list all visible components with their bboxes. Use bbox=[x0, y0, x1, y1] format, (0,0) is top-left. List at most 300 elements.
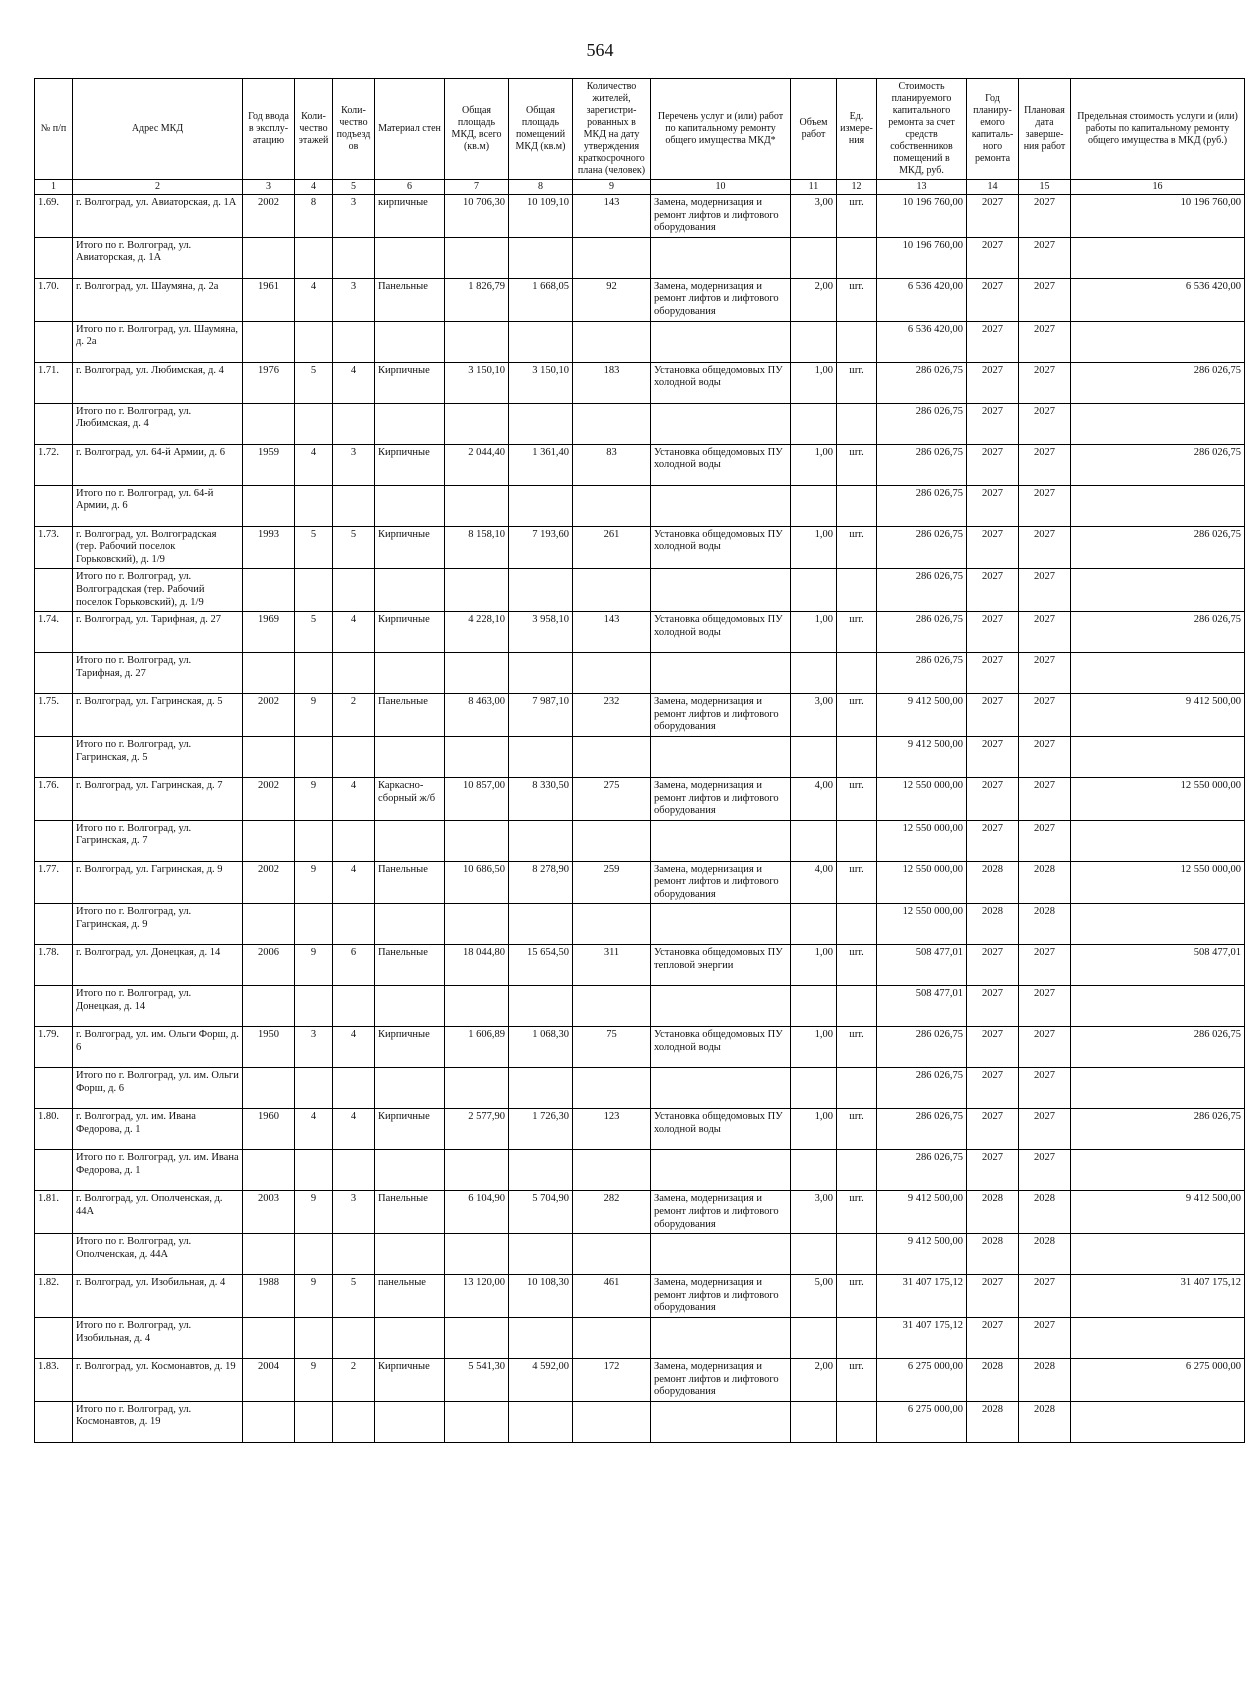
table-cell bbox=[333, 1401, 375, 1442]
table-cell bbox=[791, 1068, 837, 1109]
table-cell bbox=[333, 485, 375, 526]
table-cell: г. Волгоград, ул. Донецкая, д. 14 bbox=[73, 945, 243, 986]
table-cell: 2027 bbox=[1019, 278, 1071, 321]
column-header: Объем работ bbox=[791, 79, 837, 180]
table-cell bbox=[35, 986, 73, 1027]
table-cell bbox=[651, 1401, 791, 1442]
table-cell: 1969 bbox=[243, 612, 295, 653]
table-cell: Замена, модернизация и ремонт лифтов и лифтового оборудования bbox=[651, 694, 791, 737]
table-cell: 1,00 bbox=[791, 444, 837, 485]
table-cell: 2027 bbox=[1019, 195, 1071, 238]
table-cell bbox=[333, 904, 375, 945]
table-cell: 2027 bbox=[1019, 526, 1071, 569]
table-cell: 2027 bbox=[1019, 1318, 1071, 1359]
table-cell: г. Волгоград, ул. Любимская, д. 4 bbox=[73, 362, 243, 403]
subtotal-row bbox=[35, 1318, 1245, 1359]
column-header: Перечень услуг и (или) работ по капитальному ремонту общего имущества МКД* bbox=[651, 79, 791, 180]
table-cell: 2027 bbox=[967, 945, 1019, 986]
table-cell: 8 278,90 bbox=[509, 861, 573, 904]
table-cell: 6 536 420,00 bbox=[1071, 278, 1245, 321]
table-cell bbox=[333, 736, 375, 777]
table-cell bbox=[243, 1234, 295, 1275]
column-header: Предельная стоимость услуги и (или) работы по капитальному ремонту общего имущества в МКД (руб.) bbox=[1071, 79, 1245, 180]
table-cell: Итого по г. Волгоград, ул. Волгоградская (тер. Рабочий поселок Горьковский), д. 1/9 bbox=[73, 569, 243, 612]
table-cell: 1.83. bbox=[35, 1359, 73, 1402]
table-cell bbox=[243, 986, 295, 1027]
table-cell: 2027 bbox=[1019, 237, 1071, 278]
table-cell: 9 bbox=[295, 945, 333, 986]
table-cell bbox=[837, 1401, 877, 1442]
table-cell bbox=[375, 485, 445, 526]
table-cell: 1.75. bbox=[35, 694, 73, 737]
table-cell bbox=[1071, 569, 1245, 612]
table-row bbox=[35, 1275, 1245, 1318]
table-cell: Итого по г. Волгоград, ул. 64-й Армии, д. 6 bbox=[73, 485, 243, 526]
table-cell bbox=[1071, 736, 1245, 777]
table-cell: 5 bbox=[295, 612, 333, 653]
table-cell bbox=[791, 820, 837, 861]
table-cell: шт. bbox=[837, 945, 877, 986]
table-cell bbox=[651, 1318, 791, 1359]
table-cell: Итого по г. Волгоград, ул. Ополченская, д. 44А bbox=[73, 1234, 243, 1275]
table-cell bbox=[35, 820, 73, 861]
table-row bbox=[35, 777, 1245, 820]
table-cell: 9 412 500,00 bbox=[877, 694, 967, 737]
column-number: 3 bbox=[243, 180, 295, 195]
table-cell: 286 026,75 bbox=[877, 569, 967, 612]
table-cell: шт. bbox=[837, 612, 877, 653]
table-cell: 1.73. bbox=[35, 526, 73, 569]
table-cell: 2003 bbox=[243, 1191, 295, 1234]
table-cell: Панельные bbox=[375, 861, 445, 904]
subtotal-row bbox=[35, 485, 1245, 526]
table-row bbox=[35, 694, 1245, 737]
column-header: Коли-чество подъездов bbox=[333, 79, 375, 180]
table-cell: Установка общедомовых ПУ холодной воды bbox=[651, 612, 791, 653]
column-header: Материал стен bbox=[375, 79, 445, 180]
table-cell: 4 bbox=[333, 861, 375, 904]
table-cell bbox=[295, 736, 333, 777]
table-cell bbox=[445, 237, 509, 278]
table-cell: Кирпичные bbox=[375, 612, 445, 653]
table-cell: г. Волгоград, ул. Космонавтов, д. 19 bbox=[73, 1359, 243, 1402]
table-cell bbox=[791, 1401, 837, 1442]
table-cell: г. Волгоград, ул. Гагринская, д. 7 bbox=[73, 777, 243, 820]
table-cell: 2028 bbox=[1019, 1401, 1071, 1442]
table-cell: 9 bbox=[295, 1359, 333, 1402]
table-cell: 286 026,75 bbox=[1071, 1109, 1245, 1150]
table-cell bbox=[333, 1150, 375, 1191]
table-cell bbox=[375, 1234, 445, 1275]
table-cell: 286 026,75 bbox=[877, 653, 967, 694]
table-cell bbox=[837, 904, 877, 945]
table-cell: 9 412 500,00 bbox=[1071, 1191, 1245, 1234]
table-cell bbox=[837, 1068, 877, 1109]
table-cell: шт. bbox=[837, 1027, 877, 1068]
table-cell: 2 044,40 bbox=[445, 444, 509, 485]
table-cell bbox=[35, 736, 73, 777]
table-cell: 75 bbox=[573, 1027, 651, 1068]
table-cell: 4,00 bbox=[791, 777, 837, 820]
column-number: 11 bbox=[791, 180, 837, 195]
table-cell: Итого по г. Волгоград, ул. Донецкая, д. 14 bbox=[73, 986, 243, 1027]
table-cell bbox=[333, 653, 375, 694]
table-cell: панельные bbox=[375, 1275, 445, 1318]
table-cell: 2028 bbox=[967, 1359, 1019, 1402]
table-cell bbox=[333, 321, 375, 362]
table-cell bbox=[837, 403, 877, 444]
table-cell: 12 550 000,00 bbox=[1071, 777, 1245, 820]
table-cell: 461 bbox=[573, 1275, 651, 1318]
table-cell: 2 bbox=[333, 1359, 375, 1402]
table-cell bbox=[651, 485, 791, 526]
table-cell bbox=[651, 1150, 791, 1191]
table-cell: 2027 bbox=[1019, 694, 1071, 737]
table-cell: 4 bbox=[333, 1109, 375, 1150]
table-cell bbox=[573, 820, 651, 861]
table-cell bbox=[35, 403, 73, 444]
table-cell: Итого по г. Волгоград, ул. Гагринская, д. 9 bbox=[73, 904, 243, 945]
table-cell: 1993 bbox=[243, 526, 295, 569]
column-number: 12 bbox=[837, 180, 877, 195]
table-cell: 8 bbox=[295, 195, 333, 238]
table-cell: 1950 bbox=[243, 1027, 295, 1068]
table-cell bbox=[295, 485, 333, 526]
table-cell bbox=[1071, 1401, 1245, 1442]
table-cell: 1,00 bbox=[791, 945, 837, 986]
table-row bbox=[35, 1027, 1245, 1068]
table-cell bbox=[375, 1150, 445, 1191]
table-cell: 12 550 000,00 bbox=[877, 861, 967, 904]
table-cell bbox=[35, 1150, 73, 1191]
table-cell: 9 412 500,00 bbox=[877, 1191, 967, 1234]
table-cell bbox=[295, 237, 333, 278]
column-number-row bbox=[35, 180, 1245, 195]
table-cell: г. Волгоград, ул. Шаумяна, д. 2а bbox=[73, 278, 243, 321]
table-cell: 10 108,30 bbox=[509, 1275, 573, 1318]
table-cell: 2027 bbox=[967, 195, 1019, 238]
table-cell bbox=[35, 1318, 73, 1359]
table-cell: Панельные bbox=[375, 278, 445, 321]
table-cell: 1,00 bbox=[791, 362, 837, 403]
table-cell bbox=[35, 653, 73, 694]
column-header: № п/п bbox=[35, 79, 73, 180]
table-cell: 2027 bbox=[967, 237, 1019, 278]
table-cell: 9 bbox=[295, 861, 333, 904]
column-header: Год ввода в эксплу-атацию bbox=[243, 79, 295, 180]
column-number: 15 bbox=[1019, 180, 1071, 195]
table-cell: 2028 bbox=[967, 904, 1019, 945]
table-cell bbox=[509, 653, 573, 694]
table-cell: Итого по г. Волгоград, ул. им. Ольги Форш, д. 6 bbox=[73, 1068, 243, 1109]
table-cell: 261 bbox=[573, 526, 651, 569]
table-cell: 12 550 000,00 bbox=[877, 777, 967, 820]
table-cell: 8 330,50 bbox=[509, 777, 573, 820]
table-cell: 2027 bbox=[967, 1150, 1019, 1191]
table-cell: 4 bbox=[333, 777, 375, 820]
table-cell bbox=[445, 321, 509, 362]
table-cell: 286 026,75 bbox=[1071, 362, 1245, 403]
table-cell: 2027 bbox=[967, 694, 1019, 737]
table-cell bbox=[295, 820, 333, 861]
table-cell: 2028 bbox=[967, 1234, 1019, 1275]
table-cell bbox=[791, 653, 837, 694]
table-cell bbox=[651, 1234, 791, 1275]
table-cell: 1.81. bbox=[35, 1191, 73, 1234]
table-cell bbox=[445, 569, 509, 612]
table-cell bbox=[837, 569, 877, 612]
table-row bbox=[35, 444, 1245, 485]
table-cell: шт. bbox=[837, 861, 877, 904]
table-row bbox=[35, 526, 1245, 569]
table-cell bbox=[837, 237, 877, 278]
table-cell bbox=[333, 403, 375, 444]
table-cell: 2027 bbox=[1019, 485, 1071, 526]
column-number: 1 bbox=[35, 180, 73, 195]
table-cell bbox=[651, 820, 791, 861]
table-cell bbox=[333, 569, 375, 612]
table-cell: 6 536 420,00 bbox=[877, 278, 967, 321]
table-cell: 31 407 175,12 bbox=[1071, 1275, 1245, 1318]
table-cell bbox=[243, 485, 295, 526]
table-cell: 282 bbox=[573, 1191, 651, 1234]
table-cell bbox=[651, 237, 791, 278]
table-cell: 5 bbox=[333, 526, 375, 569]
table-cell: 1.77. bbox=[35, 861, 73, 904]
table-cell bbox=[333, 237, 375, 278]
table-cell: шт. bbox=[837, 1275, 877, 1318]
table-row bbox=[35, 1359, 1245, 1402]
table-cell bbox=[651, 403, 791, 444]
table-cell bbox=[1071, 904, 1245, 945]
table-cell bbox=[35, 1068, 73, 1109]
table-cell: 10 686,50 bbox=[445, 861, 509, 904]
table-cell: 2027 bbox=[1019, 820, 1071, 861]
table-cell: 2004 bbox=[243, 1359, 295, 1402]
table-cell: 1.70. bbox=[35, 278, 73, 321]
table-cell bbox=[837, 321, 877, 362]
subtotal-row bbox=[35, 820, 1245, 861]
table-cell: 1.76. bbox=[35, 777, 73, 820]
table-cell: Кирпичные bbox=[375, 362, 445, 403]
table-cell bbox=[573, 986, 651, 1027]
column-number: 4 bbox=[295, 180, 333, 195]
table-cell: 1.74. bbox=[35, 612, 73, 653]
table-cell bbox=[375, 569, 445, 612]
table-cell: 1.79. bbox=[35, 1027, 73, 1068]
table-cell: Итого по г. Волгоград, ул. Любимская, д. 4 bbox=[73, 403, 243, 444]
table-cell: 9 412 500,00 bbox=[877, 1234, 967, 1275]
table-cell: 2027 bbox=[1019, 612, 1071, 653]
table-cell bbox=[243, 1401, 295, 1442]
table-cell bbox=[375, 237, 445, 278]
table-cell bbox=[509, 1234, 573, 1275]
table-cell: 2027 bbox=[1019, 569, 1071, 612]
table-cell: 286 026,75 bbox=[877, 403, 967, 444]
table-cell: г. Волгоград, ул. Ополченская, д. 44А bbox=[73, 1191, 243, 1234]
table-cell: 259 bbox=[573, 861, 651, 904]
table-cell bbox=[509, 403, 573, 444]
table-cell bbox=[573, 237, 651, 278]
table-cell bbox=[295, 986, 333, 1027]
table-cell bbox=[573, 1318, 651, 1359]
table-cell bbox=[509, 1318, 573, 1359]
table-cell bbox=[445, 1234, 509, 1275]
table-cell: Каркасно-сборный ж/б bbox=[375, 777, 445, 820]
table-cell: 286 026,75 bbox=[1071, 1027, 1245, 1068]
table-cell: Установка общедомовых ПУ холодной воды bbox=[651, 1027, 791, 1068]
table-cell: 2,00 bbox=[791, 1359, 837, 1402]
table-cell bbox=[509, 321, 573, 362]
table-cell: Итого по г. Волгоград, ул. Изобильная, д. 4 bbox=[73, 1318, 243, 1359]
table-row bbox=[35, 1109, 1245, 1150]
table-cell: 3 150,10 bbox=[509, 362, 573, 403]
table-cell: 3 bbox=[295, 1027, 333, 1068]
table-cell: 1988 bbox=[243, 1275, 295, 1318]
table-cell: 3 bbox=[333, 1191, 375, 1234]
subtotal-row bbox=[35, 321, 1245, 362]
table-cell: 143 bbox=[573, 195, 651, 238]
table-cell: 1.78. bbox=[35, 945, 73, 986]
table-cell: 5 541,30 bbox=[445, 1359, 509, 1402]
table-cell: 12 550 000,00 bbox=[877, 904, 967, 945]
table-cell: 1959 bbox=[243, 444, 295, 485]
table-body bbox=[35, 195, 1245, 1443]
table-cell: Замена, модернизация и ремонт лифтов и лифтового оборудования bbox=[651, 278, 791, 321]
table-cell bbox=[295, 1401, 333, 1442]
table-cell bbox=[445, 904, 509, 945]
table-cell bbox=[651, 321, 791, 362]
table-cell: кирпичные bbox=[375, 195, 445, 238]
table-cell bbox=[375, 1401, 445, 1442]
column-number: 13 bbox=[877, 180, 967, 195]
table-cell bbox=[837, 1150, 877, 1191]
table-cell bbox=[791, 403, 837, 444]
table-cell bbox=[243, 1068, 295, 1109]
table-cell: 2027 bbox=[967, 1318, 1019, 1359]
table-cell bbox=[375, 653, 445, 694]
table-cell bbox=[445, 653, 509, 694]
table-cell bbox=[791, 569, 837, 612]
table-cell: 2027 bbox=[1019, 1027, 1071, 1068]
table-cell bbox=[791, 1150, 837, 1191]
table-cell: 286 026,75 bbox=[877, 362, 967, 403]
table-cell: 123 bbox=[573, 1109, 651, 1150]
table-cell: Итого по г. Волгоград, ул. Космонавтов, д. 19 bbox=[73, 1401, 243, 1442]
table-row bbox=[35, 362, 1245, 403]
table-cell bbox=[1071, 1150, 1245, 1191]
table-cell bbox=[509, 986, 573, 1027]
table-cell bbox=[445, 1401, 509, 1442]
table-cell bbox=[791, 1234, 837, 1275]
table-cell bbox=[333, 1234, 375, 1275]
table-cell: 8 158,10 bbox=[445, 526, 509, 569]
table-cell: 2027 bbox=[1019, 1068, 1071, 1109]
table-header-row bbox=[35, 79, 1245, 180]
table-cell bbox=[243, 653, 295, 694]
table-cell bbox=[1071, 820, 1245, 861]
table-cell bbox=[837, 736, 877, 777]
table-cell: 3,00 bbox=[791, 1191, 837, 1234]
table-cell: 9 bbox=[295, 1275, 333, 1318]
table-cell bbox=[243, 904, 295, 945]
subtotal-row bbox=[35, 569, 1245, 612]
table-cell: 2027 bbox=[967, 526, 1019, 569]
table-cell: 232 bbox=[573, 694, 651, 737]
table-cell: Кирпичные bbox=[375, 526, 445, 569]
table-cell: шт. bbox=[837, 362, 877, 403]
subtotal-row bbox=[35, 736, 1245, 777]
table-cell bbox=[837, 1318, 877, 1359]
table-cell: 4 bbox=[333, 1027, 375, 1068]
table-cell bbox=[295, 653, 333, 694]
table-cell: Установка общедомовых ПУ холодной воды bbox=[651, 362, 791, 403]
table-cell: Итого по г. Волгоград, ул. Гагринская, д. 5 bbox=[73, 736, 243, 777]
table-cell bbox=[375, 986, 445, 1027]
table-cell: 2027 bbox=[967, 569, 1019, 612]
table-cell bbox=[243, 736, 295, 777]
table-cell: 172 bbox=[573, 1359, 651, 1402]
table-cell: Установка общедомовых ПУ холодной воды bbox=[651, 1109, 791, 1150]
table-cell: 6 bbox=[333, 945, 375, 986]
table-cell: 286 026,75 bbox=[1071, 612, 1245, 653]
table-cell: г. Волгоград, ул. Гагринская, д. 5 bbox=[73, 694, 243, 737]
table-cell bbox=[837, 1234, 877, 1275]
page-number: 564 bbox=[586, 40, 614, 60]
table-cell: шт. bbox=[837, 694, 877, 737]
table-cell: Замена, модернизация и ремонт лифтов и лифтового оборудования bbox=[651, 777, 791, 820]
table-cell bbox=[573, 1068, 651, 1109]
table-cell: 12 550 000,00 bbox=[877, 820, 967, 861]
table-cell bbox=[375, 904, 445, 945]
column-number: 14 bbox=[967, 180, 1019, 195]
table-cell: 1.72. bbox=[35, 444, 73, 485]
table-cell: 2 577,90 bbox=[445, 1109, 509, 1150]
table-cell bbox=[445, 485, 509, 526]
table-cell: 9 bbox=[295, 777, 333, 820]
table-cell: 286 026,75 bbox=[877, 526, 967, 569]
table-cell bbox=[295, 403, 333, 444]
table-cell bbox=[1071, 1068, 1245, 1109]
table-cell bbox=[445, 1150, 509, 1191]
table-cell: 1,00 bbox=[791, 526, 837, 569]
table-cell: 1.71. bbox=[35, 362, 73, 403]
table-cell: 2027 bbox=[967, 1109, 1019, 1150]
table-cell bbox=[573, 485, 651, 526]
column-number: 5 bbox=[333, 180, 375, 195]
table-cell bbox=[791, 986, 837, 1027]
table-cell: 286 026,75 bbox=[877, 612, 967, 653]
table-cell bbox=[35, 904, 73, 945]
table-cell bbox=[375, 403, 445, 444]
table-cell bbox=[333, 1318, 375, 1359]
table-cell: 3 bbox=[333, 444, 375, 485]
table-cell bbox=[333, 820, 375, 861]
table-cell: 2027 bbox=[967, 1027, 1019, 1068]
table-cell: 5 704,90 bbox=[509, 1191, 573, 1234]
column-number: 10 bbox=[651, 180, 791, 195]
table-cell: 2028 bbox=[967, 1401, 1019, 1442]
table-cell bbox=[837, 986, 877, 1027]
column-header: Плановая дата заверше-ния работ bbox=[1019, 79, 1071, 180]
table-cell: 9 412 500,00 bbox=[1071, 694, 1245, 737]
table-cell bbox=[791, 321, 837, 362]
table-cell: 4 bbox=[295, 278, 333, 321]
table-cell: 92 bbox=[573, 278, 651, 321]
table-cell: шт. bbox=[837, 777, 877, 820]
table-cell: г. Волгоград, ул. Волгоградская (тер. Рабочий поселок Горьковский), д. 1/9 bbox=[73, 526, 243, 569]
table-cell: Итого по г. Волгоград, ул. им. Ивана Федорова, д. 1 bbox=[73, 1150, 243, 1191]
